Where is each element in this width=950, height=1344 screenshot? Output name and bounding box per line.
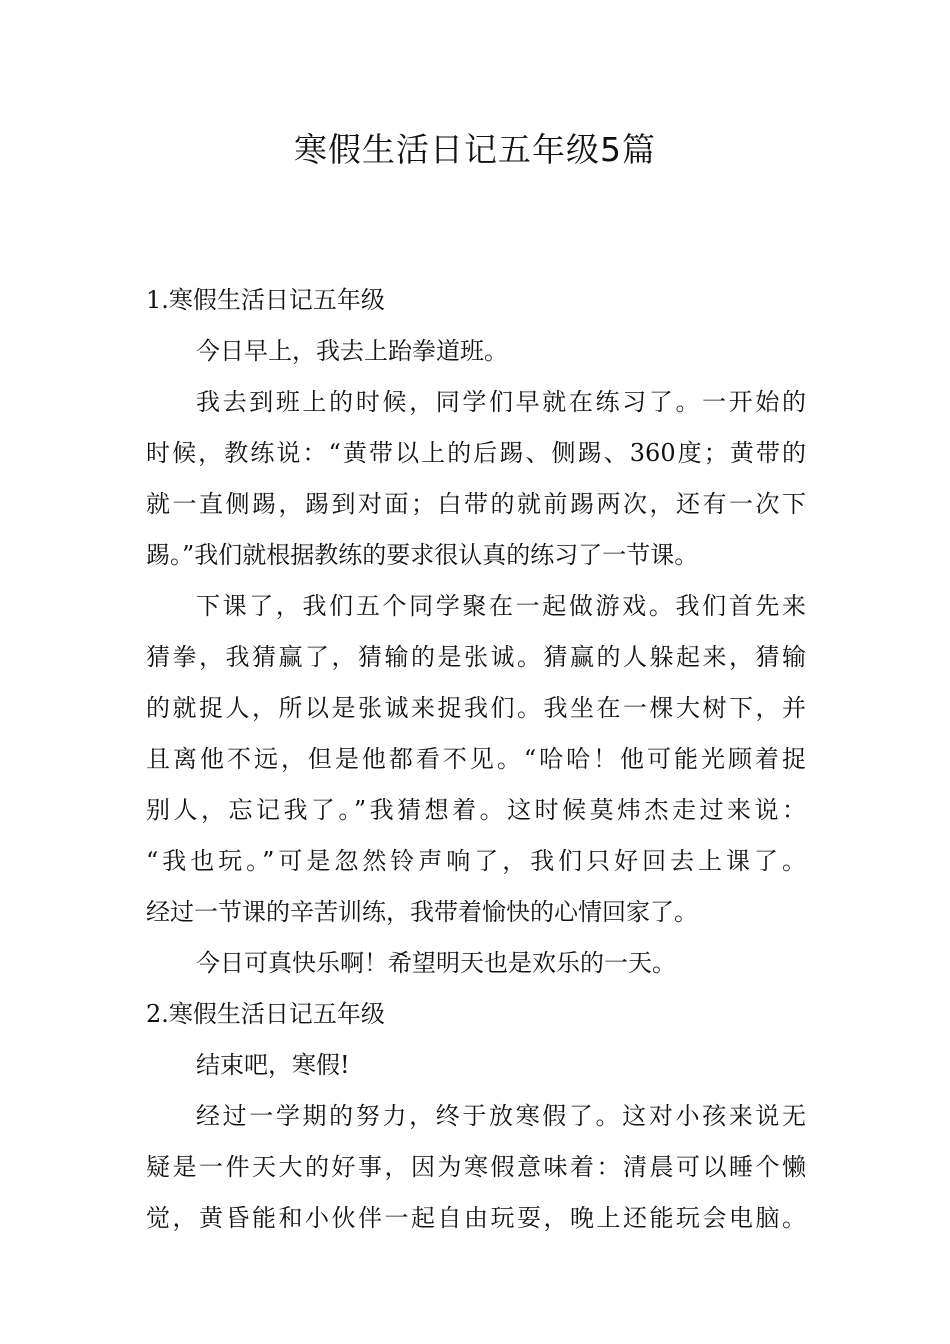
- paragraph-line: 今日早上，我去上跆拳道班。: [196, 337, 508, 365]
- paragraph-line: 猜拳，我猜赢了，猜输的是张诚。猜赢的人躲起来，猜输: [146, 643, 806, 671]
- paragraph-line: 时候，教练说：“黄带以上的后踢、侧踢、360度；黄带的: [146, 439, 806, 467]
- paragraph-line: “我也玩。”可是忽然铃声响了，我们只好回去上课了。: [146, 847, 806, 875]
- paragraph-line: 我去到班上的时候，同学们早就在练习了。一开始的: [196, 388, 806, 416]
- paragraph-line: 就一直侧踢，踢到对面；白带的就前踢两次，还有一次下: [146, 490, 806, 518]
- paragraph-line: 踢。”我们就根据教练的要求很认真的练习了一节课。: [146, 541, 699, 569]
- paragraph-line: 经过一学期的努力，终于放寒假了。这对小孩来说无: [196, 1102, 806, 1130]
- paragraph-line: 结束吧，寒假!: [196, 1051, 350, 1079]
- paragraph-line: 且离他不远，但是他都看不见。“哈哈！他可能光顾着捉: [146, 745, 806, 773]
- paragraph-line: 觉，黄昏能和小伙伴一起自由玩耍，晚上还能玩会电脑。: [146, 1204, 806, 1232]
- paragraph-line: 今日可真快乐啊！希望明天也是欢乐的一天。: [196, 949, 676, 977]
- document-title: 寒假生活日记五年级5篇: [294, 130, 656, 169]
- paragraph-line: 别人，忘记我了。”我猜想着。这时候莫炜杰走过来说：: [146, 796, 806, 824]
- section-heading: 2.寒假生活日记五年级: [146, 1000, 385, 1028]
- paragraph-line: 经过一节课的辛苦训练，我带着愉快的心情回家了。: [146, 898, 698, 926]
- document-body: [146, 275, 806, 1244]
- section-heading: 1.寒假生活日记五年级: [146, 286, 385, 314]
- paragraph-line: 下课了，我们五个同学聚在一起做游戏。我们首先来: [196, 592, 806, 620]
- paragraph-line: 的就捉人，所以是张诚来捉我们。我坐在一棵大树下，并: [146, 694, 806, 722]
- paragraph-line: 疑是一件天大的好事，因为寒假意味着：清晨可以睡个懒: [146, 1153, 806, 1181]
